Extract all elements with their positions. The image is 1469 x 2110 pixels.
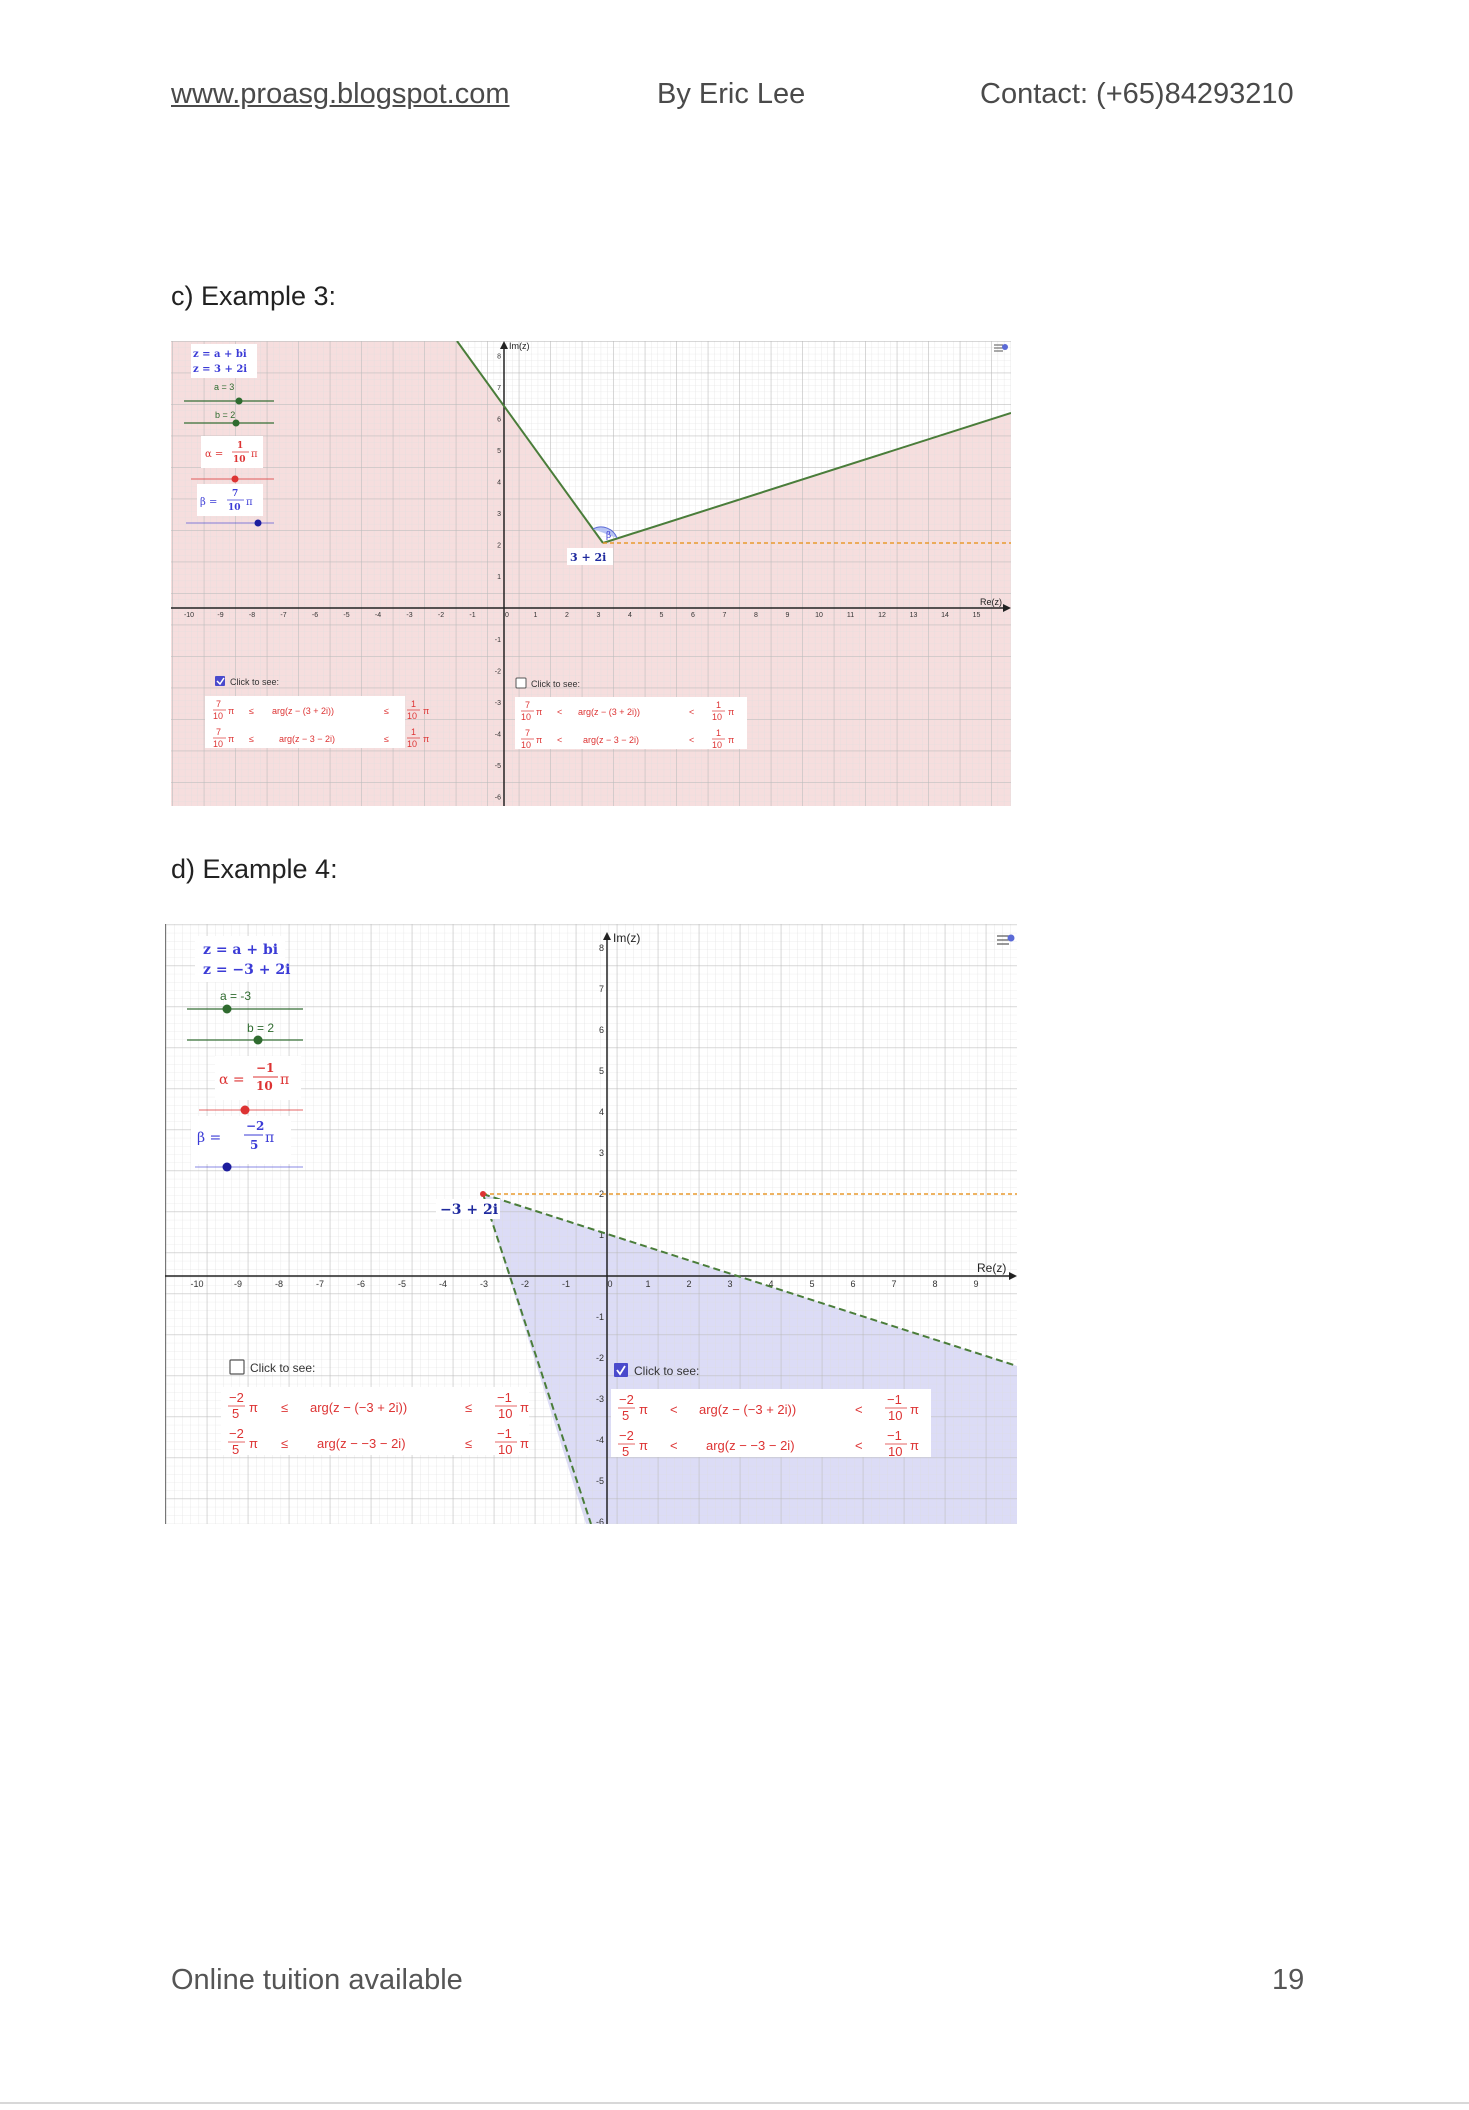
y-tick-label: 5 [497, 447, 501, 455]
x-tick-label: 15 [972, 612, 981, 619]
x-tick-label: 3 [596, 612, 601, 619]
ineq-right-r2-op1: < [557, 735, 563, 745]
ineq-left-r2-pi2: π [520, 1436, 529, 1451]
ineq-right-r1-op2: < [855, 1402, 863, 1417]
ineq-left-r1-mid: arg(z − (3 + 2i)) [272, 706, 335, 716]
x-tick-label: 5 [659, 612, 664, 619]
ineq-left-r1-pi: π [249, 1400, 258, 1415]
y-tick-label: -1 [595, 1312, 604, 1322]
ineq-left-r2-num: 7 [216, 727, 222, 737]
x-tick-label: 10 [815, 612, 823, 619]
ineq-left-r2-num2: 1 [411, 727, 417, 737]
alpha-slider-handle[interactable] [232, 476, 239, 483]
ineq-right-r2-op2: < [689, 735, 695, 745]
x-tick-label: -10 [183, 612, 195, 619]
x-tick-label: -6 [356, 1279, 366, 1289]
ineq-right-r2-op2: < [855, 1438, 863, 1453]
x-tick-label: 7 [722, 612, 727, 619]
x-tick-label: 9 [785, 612, 790, 619]
y-axis-label: Im(z) [613, 931, 641, 945]
y-tick-label: -2 [494, 668, 501, 676]
ineq-right-r1-den: 5 [622, 1408, 630, 1423]
ineq-left-r1-pi2: π [520, 1400, 529, 1415]
alpha-slider-handle[interactable] [241, 1106, 250, 1115]
alpha-numerator: −1 [256, 1061, 275, 1075]
slider-a-label: a = -3 [220, 989, 252, 1003]
y-tick-label: -5 [494, 762, 501, 770]
ineq-right-r1-den2: 10 [712, 712, 723, 722]
slider-a-label: a = 3 [214, 382, 235, 392]
y-tick-label: -6 [494, 794, 501, 802]
x-tick-label: -1 [469, 612, 476, 619]
beta-slider-handle[interactable] [255, 520, 262, 527]
contact-info: Contact: (+65)84293210 [980, 78, 1294, 110]
ineq-right-r2-num2: −1 [887, 1428, 902, 1443]
x-tick-label: 13 [909, 612, 918, 619]
y-tick-label: 2 [598, 1189, 604, 1199]
ineq-right-r2-num: 7 [525, 728, 531, 738]
ineq-right-r1-mid: arg(z − (3 + 2i)) [578, 707, 641, 717]
alpha-pi: π [280, 1072, 290, 1088]
ineq-right-r1-op1: < [670, 1402, 678, 1417]
x-axis-label: Re(z) [980, 597, 1002, 607]
ineq-right-r1-num2: 1 [716, 700, 722, 710]
x-tick-label: -2 [437, 612, 445, 619]
ineq-right-r1-pi: π [536, 707, 543, 717]
slider-a-handle[interactable] [236, 398, 243, 405]
y-axis-label: Im(z) [509, 341, 530, 351]
beta-slider-handle[interactable] [223, 1163, 232, 1172]
x-tick-label: -9 [233, 1279, 243, 1289]
y-tick-label: 6 [497, 416, 501, 424]
x-tick-label: -8 [248, 612, 256, 619]
ineq-right-r1-num2: −1 [887, 1392, 902, 1407]
y-tick-label: 4 [497, 479, 501, 487]
x-tick-label: -8 [274, 1279, 284, 1289]
slider-b-label: b = 2 [215, 410, 236, 420]
ineq-right-r2-pi: π [639, 1438, 648, 1453]
ineq-left-r2-op2: ≤ [465, 1436, 473, 1451]
ineq-right-r2-den: 10 [521, 740, 532, 750]
ineq-right-r1-pi2: π [728, 707, 735, 717]
x-tick-label: 0 [505, 612, 509, 619]
beta-prefix: β = [200, 497, 218, 508]
ineq-right-r2-num2: 1 [716, 728, 722, 738]
point-label: −3 + 2i [440, 1202, 499, 1218]
beta-denominator: 10 [228, 503, 241, 513]
ineq-left-r2-mid: arg(z − −3 − 2i) [317, 1436, 406, 1451]
example3-heading: c) Example 3: [171, 281, 337, 311]
alpha-denominator: 10 [256, 1079, 273, 1093]
beta-pi: π [265, 1130, 275, 1146]
x-tick-label: 4 [768, 1279, 774, 1289]
y-tick-label: 7 [497, 384, 501, 392]
ineq-left-r1-op1: ≤ [249, 706, 254, 716]
x-tick-label: 6 [691, 612, 695, 619]
y-tick-label: 3 [598, 1148, 604, 1158]
ineq-left-r2-num: −2 [229, 1426, 244, 1441]
x-tick-label: 3 [727, 1279, 733, 1289]
ineq-left-r2-pi: π [249, 1436, 258, 1451]
ineq-right-r1-pi: π [639, 1402, 648, 1417]
x-tick-label: 4 [628, 612, 632, 619]
ineq-left-r2-op2: ≤ [384, 734, 389, 744]
y-tick-label: -4 [494, 731, 501, 739]
slider-b-handle[interactable] [233, 420, 240, 427]
x-tick-label: 8 [932, 1279, 938, 1289]
checkbox-left-label: Click to see: [250, 1361, 316, 1375]
x-tick-label: -6 [311, 612, 319, 619]
example4-heading: d) Example 4: [171, 854, 338, 884]
x-tick-label: -4 [438, 1279, 448, 1289]
z-value: z = 3 + 2i [193, 364, 248, 375]
beta-numerator: −2 [246, 1119, 265, 1133]
x-tick-label: -10 [190, 1279, 204, 1289]
ineq-right-r1-den2: 10 [888, 1408, 903, 1423]
x-tick-label: 9 [973, 1279, 979, 1289]
ineq-right-r1-mid: arg(z − (−3 + 2i)) [699, 1402, 797, 1417]
checkbox-right-unchecked[interactable] [516, 678, 526, 688]
y-tick-label: -2 [595, 1353, 604, 1363]
y-tick-label: 7 [598, 984, 604, 994]
x-tick-label: 8 [754, 612, 758, 619]
checkbox-right-checked[interactable] [614, 1363, 628, 1377]
ineq-left-r1-op1: ≤ [281, 1400, 289, 1415]
x-tick-label: -3 [406, 612, 413, 619]
alpha-prefix: α = [205, 449, 224, 460]
ineq-left-r1-num: −2 [229, 1390, 244, 1405]
alpha-denominator: 10 [233, 455, 246, 465]
x-tick-label: -5 [343, 612, 350, 619]
z-definition: z = a + bi [193, 349, 247, 360]
example3-graph-panel[interactable] [171, 341, 1011, 806]
ineq-right-r1-op1: < [557, 707, 563, 717]
y-tick-label: -3 [494, 699, 501, 707]
x-tick-label: 14 [941, 612, 949, 619]
alpha-prefix: α = [219, 1072, 245, 1088]
z-definition: z = a + bi [203, 942, 279, 958]
point-marker[interactable] [480, 1191, 486, 1197]
ineq-left-r2-den: 5 [232, 1442, 240, 1457]
ineq-right-r1-pi2: π [910, 1402, 919, 1417]
ineq-left-r2-op1: ≤ [281, 1436, 289, 1451]
x-tick-label: 2 [686, 1279, 692, 1289]
page-bottom-divider [0, 2102, 1469, 2104]
slider-a-handle[interactable] [223, 1005, 232, 1014]
x-tick-label: 12 [878, 612, 886, 619]
slider-b-handle[interactable] [254, 1036, 263, 1045]
ineq-left-r1-den: 5 [232, 1406, 240, 1421]
y-tick-label: 6 [598, 1025, 604, 1035]
y-tick-label: 2 [497, 542, 501, 550]
beta-denominator: 5 [250, 1138, 259, 1152]
ineq-left-r1-den: 10 [213, 711, 224, 721]
alpha-numerator: 1 [237, 441, 244, 451]
ineq-left-r1-op2: ≤ [384, 706, 389, 716]
ineq-left-r1-den2: 10 [407, 711, 418, 721]
z-value: z = −3 + 2i [203, 962, 291, 978]
y-tick-label: -5 [595, 1476, 604, 1486]
y-tick-label: 1 [598, 1230, 604, 1240]
x-tick-label: 2 [565, 612, 569, 619]
y-tick-label: -1 [494, 636, 501, 644]
ineq-right-r1-den: 10 [521, 712, 532, 722]
ineq-right-r2-mid: arg(z − −3 − 2i) [706, 1438, 795, 1453]
ineq-left-r1-mid: arg(z − (−3 + 2i)) [310, 1400, 408, 1415]
ineq-left-r2-den2: 10 [407, 739, 418, 749]
x-tick-label: 0 [607, 1279, 613, 1289]
checkbox-right-label: Click to see: [634, 1364, 700, 1378]
x-tick-label: 6 [850, 1279, 856, 1289]
x-axis-label: Re(z) [977, 1261, 1007, 1275]
beta-prefix: β = [197, 1130, 222, 1146]
angle-label: β [606, 531, 612, 541]
ineq-left-r1-pi2: π [423, 706, 430, 716]
ineq-left-r1-num: 7 [216, 699, 222, 709]
ineq-right-r2-pi2: π [910, 1438, 919, 1453]
x-tick-label: -1 [561, 1279, 571, 1289]
x-tick-label: -4 [374, 612, 382, 619]
ineq-right-r1-op2: < [689, 707, 695, 717]
footer-tuition-note: Online tuition available [171, 1964, 463, 1996]
x-tick-label: -9 [217, 612, 224, 619]
ineq-left-r2-den: 10 [213, 739, 224, 749]
x-tick-label: 5 [809, 1279, 815, 1289]
author-name: By Eric Lee [657, 78, 806, 110]
ineq-left-r1-op2: ≤ [465, 1400, 473, 1415]
ineq-right-r1-num: 7 [525, 700, 531, 710]
y-tick-label: 8 [497, 353, 501, 361]
y-tick-label: 3 [497, 510, 501, 518]
ineq-left-r1-pi: π [228, 706, 235, 716]
ineq-right-r2-den2: 10 [712, 740, 723, 750]
ineq-left-r1-den2: 10 [498, 1406, 513, 1421]
point-label: 3 + 2i [570, 551, 607, 564]
y-tick-label: 4 [598, 1107, 604, 1117]
beta-pi: π [246, 497, 253, 508]
x-tick-label: 7 [891, 1279, 897, 1289]
ineq-right-r2-pi: π [536, 735, 543, 745]
ineq-right-r2-den: 5 [622, 1444, 630, 1459]
x-tick-label: 11 [846, 612, 855, 619]
x-tick-label: 1 [533, 612, 538, 619]
slider-b-label: b = 2 [247, 1021, 275, 1035]
y-tick-label: -4 [595, 1435, 604, 1445]
ineq-left-r2-op1: ≤ [249, 734, 254, 744]
ineq-left-r2-num2: −1 [497, 1426, 512, 1441]
y-tick-label: 5 [598, 1066, 604, 1076]
x-tick-label: 1 [645, 1279, 651, 1289]
checkbox-left-label: Click to see: [230, 677, 280, 687]
website-link[interactable]: www.proasg.blogspot.com [171, 78, 510, 110]
y-tick-label: -3 [595, 1394, 604, 1404]
x-tick-label: -3 [479, 1279, 489, 1289]
beta-numerator: 7 [232, 489, 239, 499]
ineq-left-r1-num2: −1 [497, 1390, 512, 1405]
x-tick-label: -5 [397, 1279, 407, 1289]
checkbox-left-unchecked[interactable] [230, 1360, 244, 1374]
ineq-right-r2-den2: 10 [888, 1444, 903, 1459]
y-tick-label: 1 [497, 573, 501, 581]
ineq-left-r2-mid: arg(z − 3 − 2i) [279, 734, 336, 744]
ineq-right-r2-pi2: π [728, 735, 735, 745]
y-tick-label: 8 [598, 943, 604, 953]
ineq-left-r2-den2: 10 [498, 1442, 513, 1457]
ineq-left-r2-pi: π [228, 734, 235, 744]
ineq-right-r1-num: −2 [619, 1392, 634, 1407]
x-tick-label: -2 [520, 1279, 530, 1289]
ineq-left-r1-num2: 1 [411, 699, 417, 709]
x-tick-label: -7 [315, 1279, 325, 1289]
x-tick-label: -7 [280, 612, 287, 619]
page-number: 19 [1272, 1964, 1305, 1996]
checkbox-right-label: Click to see: [531, 679, 581, 689]
ineq-right-r2-mid: arg(z − 3 − 2i) [583, 735, 640, 745]
ineq-right-r2-op1: < [670, 1438, 678, 1453]
ineq-left-r2-pi2: π [423, 734, 430, 744]
alpha-pi: π [251, 449, 258, 460]
example4-graph-panel[interactable] [165, 924, 1017, 1524]
y-tick-label: -6 [595, 1517, 604, 1524]
ineq-right-r2-num: −2 [619, 1428, 634, 1443]
